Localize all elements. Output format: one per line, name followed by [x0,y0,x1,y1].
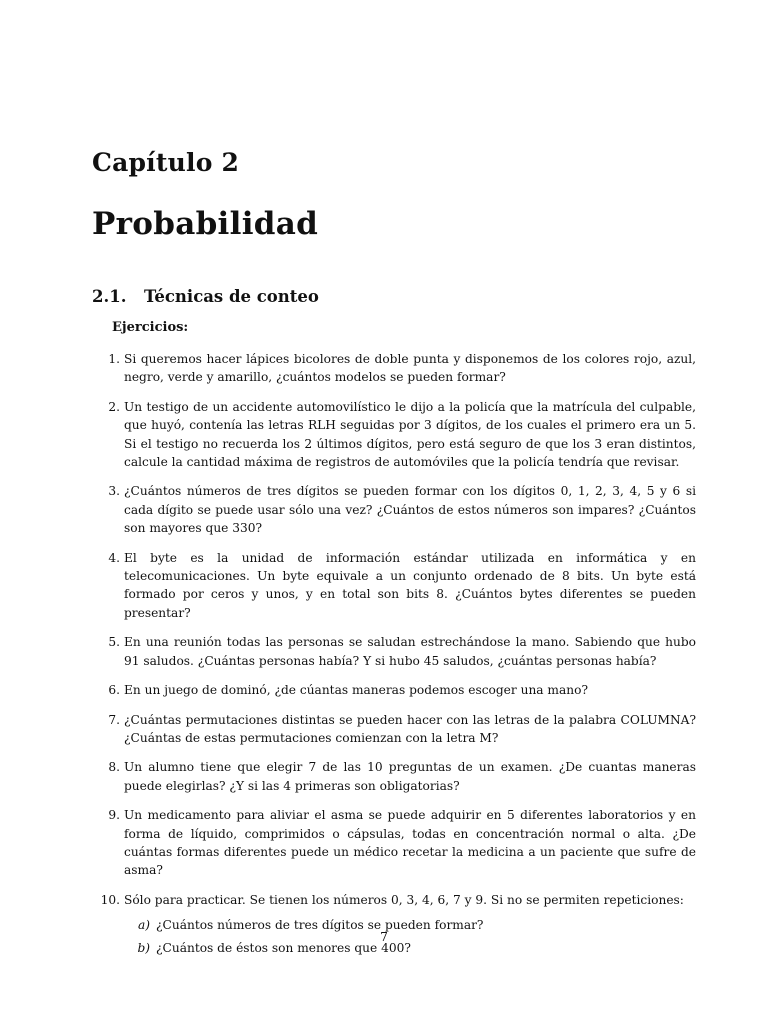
exercise-number: 2. [108,399,120,414]
exercise-item [92,633,696,670]
exercise-text: Sólo para practicar. Se tienen los números 0, 3, 4, 6, 7 y 9. Si no se permiten repeticiones: [124,892,684,907]
section-heading [92,286,319,308]
exercise-item [92,758,696,795]
exercise-item [92,681,696,699]
exercise-item [92,549,696,623]
sub-exercise-letter: b) [137,940,150,955]
exercise-number: 1. [108,352,120,366]
exercise-text: El byte es la unidad de información estándar utilizada en informática y en telecomunicaciones. Un byte equivale a un conjunto ordenado de 8 bits. Un byte está formado por ceros y unos, y en total son bits 8. ¿Cuántos bytes diferentes se pueden presentar? [124,550,696,620]
exercise-item [92,482,696,537]
page-number: 7 [380,930,388,944]
exercise-number: 6. [108,683,120,698]
exercise-text: ¿Cuántos números de tres dígitos se pueden formar con los dígitos 0, 1, 2, 3, 4, 5 y 6 si cada dígito se puede usar sólo una vez? ¿Cuántos de estos números son impares? ¿Cuántos son mayores que 330? [124,484,696,536]
exercise-text: Un alumno tiene que elegir 7 de las 10 preguntas de un examen. ¿De cuantas maneras puede elegirlas? ¿Y si las 4 primeras son obligatorias? [124,760,696,793]
exercise-item [92,711,696,748]
exercise-number: 10. [100,892,120,907]
exercise-item [92,398,696,472]
section-number: 2.1. [92,287,127,306]
exercise-number: 7. [108,712,120,727]
exercise-text: Un testigo de un accidente automovilístico le dijo a la policía que la matrícula del culpable, que huyó, contenía las letras RLH seguidas por 3 dígitos, de los cuales el primero era un 5. Si el testigo no recuerda los 2 últimos dígitos, pero está seguro de que los 3 eran distintos, calcule la cantidad máxima de registros de automóviles que la policía tendría que revisar. [124,399,696,470]
exercise-number: 9. [108,808,120,823]
exercise-text: En un juego de dominó, ¿de cúantas maneras podemos escoger una mano? [124,683,588,698]
exercise-number: 5. [108,635,120,650]
exercise-text: Un medicamento para aliviar el asma se puede adquirir en 5 diferentes laboratorios y en forma de líquido, comprimidos o cápsulas, todas en concentración normal o alta. ¿De cuántas formas diferentes puede un médico recetar la medicina a un paciente que sufre de asma? [124,808,696,878]
exercise-text: En una reunión todas las personas se saludan estrechándose la mano. Sabiendo que hubo 91 saludos. ¿Cuántas personas había? Y si hubo 45 saludos, ¿cuántas personas había? [124,635,696,668]
exercise-number: 3. [108,484,120,499]
exercise-number: 8. [108,760,120,775]
exercise-item [92,806,696,880]
exercise-item [92,891,696,957]
exercise-number: 4. [108,550,120,565]
sub-exercise-letter: a) [137,918,150,933]
exercise-item [92,350,696,387]
chapter-title: Probabilidad [92,206,319,242]
exercises-heading: Ejercicios: [112,320,189,335]
sub-exercise-text: ¿Cuántos de éstos son menores que 400? [156,940,411,955]
sub-exercise-text: ¿Cuántos números de tres dígitos se pueden formar? [156,918,484,933]
exercise-text: ¿Cuántas permutaciones distintas se pueden hacer con las letras de la palabra COLUMNA? ¿Cuántas de estas permutaciones comienzan con la letra M? [124,712,696,745]
exercise-text: Si queremos hacer lápices bicolores de doble punta y disponemos de los colores rojo, azul, negro, verde y amarillo, ¿cuántos modelos se pueden formar? [124,352,696,385]
exercise-list [92,350,696,961]
section-title: Técnicas de conteo [144,287,319,306]
chapter-label: Capítulo 2 [92,148,240,177]
